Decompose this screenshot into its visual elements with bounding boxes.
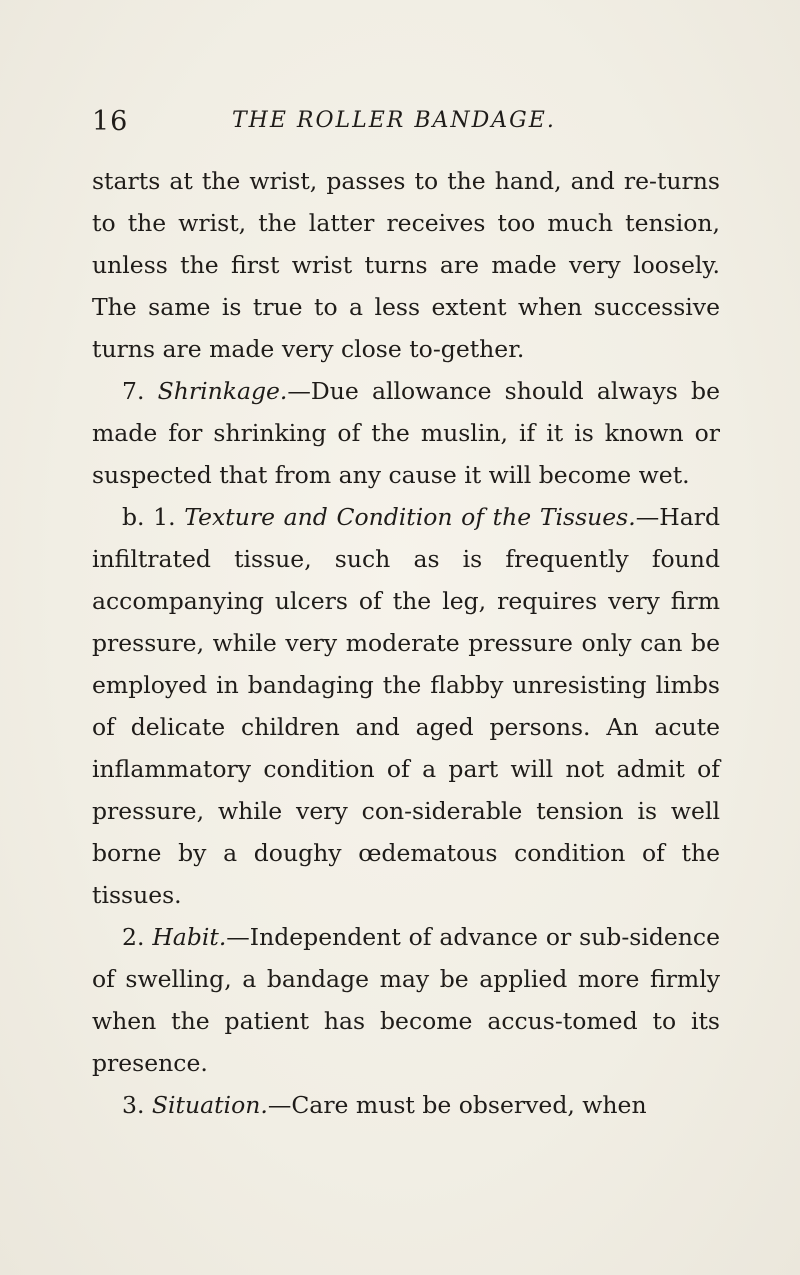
item-title: Situation. [151,1091,268,1119]
paragraph-shrinkage [92,370,720,496]
item-label: b. 1. [122,503,176,531]
paragraph-text: —Independent of advance or sub-sidence of swelling, a bandage may be applied more firmly when the patient has become accus-tomed to its presence. [92,923,720,1077]
item-label: 3. [122,1091,145,1119]
item-title: Shrinkage. [157,377,288,405]
paragraph-text: —Care must be observed, when [267,1091,647,1119]
paragraph-text: starts at the wrist, passes to the hand, and re-turns to the wrist, the latter receives too much tension, unless the first wrist turns are made very loosely. The same is true to a less extent when successive turns are made very close to-gether. [92,167,720,363]
body-text [92,160,720,1126]
paragraph-text: —Hard infiltrated tissue, such as is frequently found accompanying ulcers of the leg, requires very firm pressure, while very moderate pressure only can be employed in bandaging the flabby unresisting limbs of delicate children and aged persons. An acute inflammatory condition of a part will not admit of pressure, while very con-siderable tension is well borne by a doughy œdematous condition of the tissues. [92,503,720,909]
paragraph-text: —Due allowance should always be made for shrinking of the muslin, if it is known or suspected that from any cause it will become wet. [92,377,720,489]
item-label: 7. [122,377,145,405]
paragraph-continuation [92,160,720,370]
paragraph-situation [92,1084,720,1126]
page-header [92,106,732,146]
item-title: Habit. [152,923,227,951]
item-label: 2. [122,923,145,951]
paragraph-texture [92,496,720,916]
item-title: Texture and Condition of the Tissues. [184,503,636,531]
page-number: 16 [92,106,129,137]
paragraph-habit [92,916,720,1084]
running-title: THE ROLLER BANDAGE. [232,108,556,133]
